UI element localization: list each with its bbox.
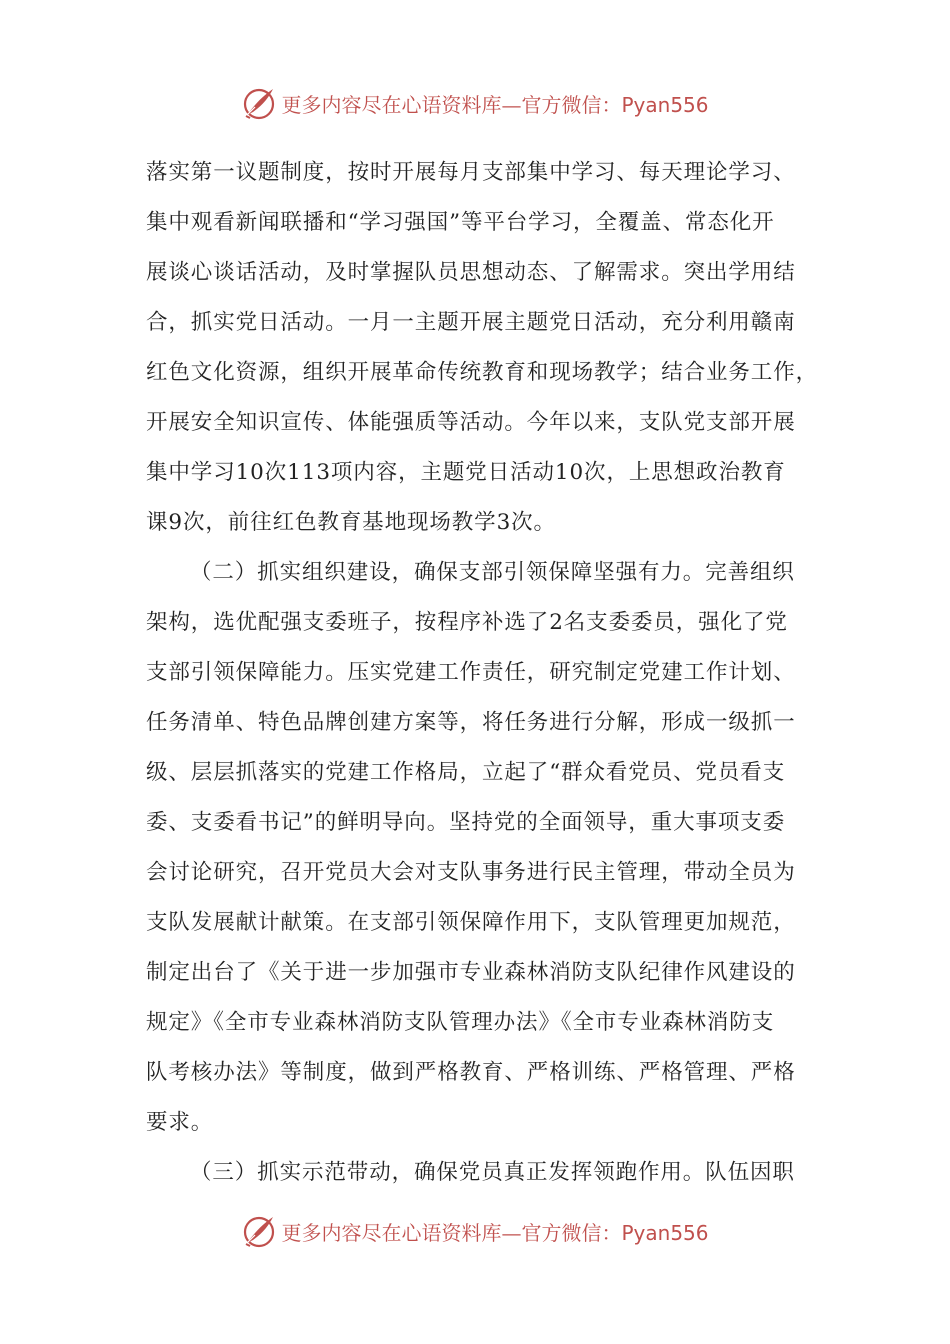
document-body (146, 148, 819, 1198)
text-line: 架构，选优配强支委班子，按程序补选了2名支委委员，强化了党 (146, 610, 788, 635)
text-line: 队考核办法》等制度，做到严格教育、严格训练、严格管理、严格 (146, 1060, 796, 1085)
header-wechat-id: Pyan556 (621, 92, 709, 117)
text-line: 规定》《全市专业森林消防支队管理办法》《全市专业森林消防支 (146, 1010, 775, 1035)
text-line: 会讨论研究，召开党员大会对支队事务进行民主管理，带动全员为 (146, 860, 796, 885)
footer-watermark-banner (0, 1211, 950, 1251)
text-line: 合，抓实党日活动。一月一主题开展主题党日活动，充分利用赣南 (146, 310, 796, 335)
text-line: 开展安全知识宣传、体能强质等活动。今年以来，支队党支部开展 (146, 410, 796, 435)
text-line: 支队发展献计献策。在支部引领保障作用下，支队管理更加规范， (146, 910, 796, 935)
text-line: 展谈心谈话活动，及时掌握队员思想动态、了解需求。突出学用结 (146, 260, 796, 285)
text-line: 落实第一议题制度，按时开展每月支部集中学习、每天理论学习、 (146, 160, 796, 185)
header-watermark-banner (0, 83, 950, 123)
text-line: 级、层层抓落实的党建工作格局，立起了“群众看党员、党员看支 (146, 760, 786, 785)
text-line: 支部引领保障能力。压实党建工作责任，研究制定党建工作计划、 (146, 660, 796, 685)
text-line: 集中学习10次113项内容，主题党日活动10次，上思想政治教育 (146, 460, 786, 485)
footer-banner-text: 更多内容尽在心语资料库—官方微信：Pyan556 (281, 1220, 709, 1245)
text-line: 红色文化资源，组织开展革命传统教育和现场教学；结合业务工作， (146, 360, 819, 385)
text-line: 要求。 (146, 1110, 214, 1135)
text-line: 委、支委看书记”的鲜明导向。坚持党的全面领导，重大事项支委 (146, 810, 786, 835)
header-banner-text: 更多内容尽在心语资料库—官方微信：Pyan556 (281, 92, 709, 117)
section-heading-line: （三）抓实示范带动，确保党员真正发挥领跑作用。队伍因职 (190, 1160, 795, 1185)
quill-pen-icon (241, 85, 277, 121)
quill-pen-icon (241, 1213, 277, 1249)
text-line: 制定出台了《关于进一步加强市专业森林消防支队纪律作风建设的 (146, 960, 796, 985)
text-line: 任务清单、特色品牌创建方案等，将任务进行分解，形成一级抓一 (146, 710, 796, 735)
section-heading-line: （二）抓实组织建设，确保支部引领保障坚强有力。完善组织 (190, 560, 795, 585)
footer-wechat-id: Pyan556 (621, 1220, 709, 1245)
text-line: 课9次，前往红色教育基地现场教学3次。 (146, 510, 556, 535)
text-line: 集中观看新闻联播和“学习强国”等平台学习，全覆盖、常态化开 (146, 210, 775, 235)
